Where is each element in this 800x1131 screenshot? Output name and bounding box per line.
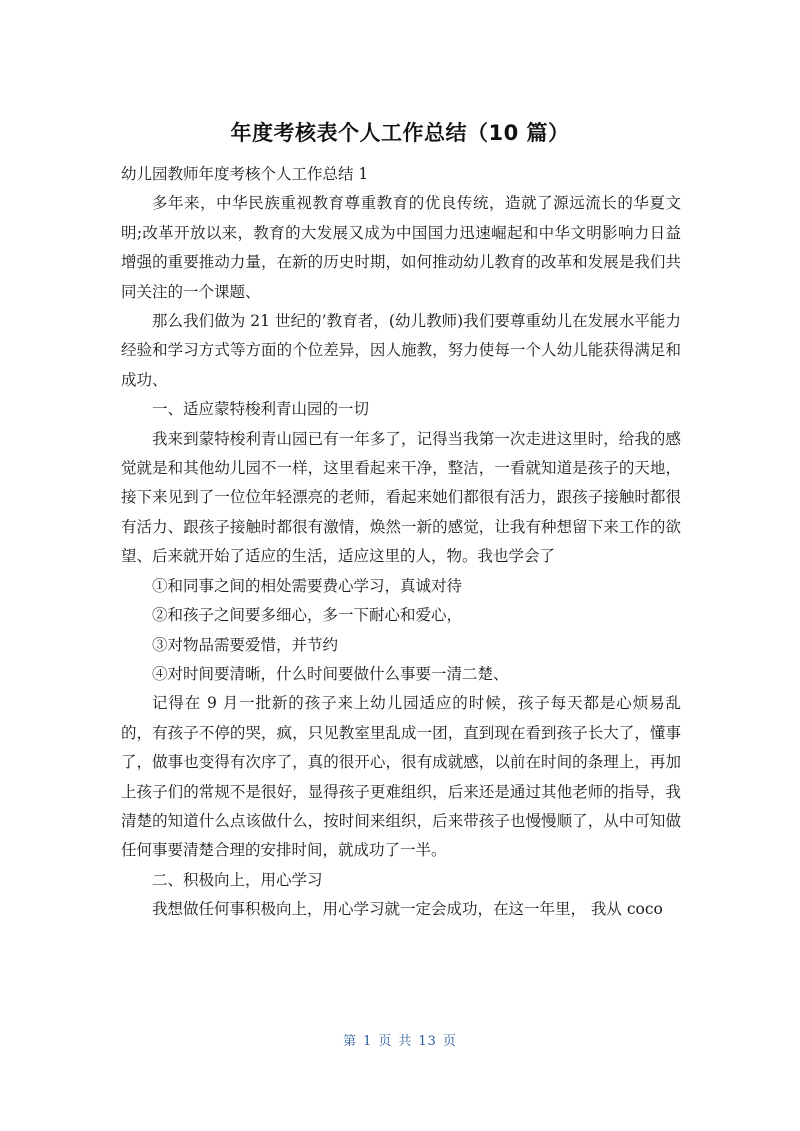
page-footer [0, 1030, 800, 1049]
footer-total-label: 共 [398, 1034, 413, 1049]
footer-total-unit: 页 [442, 1034, 457, 1049]
paragraph: 记得在 9 月一批新的孩子来上幼儿园适应的时候，孩子每天都是心烦易乱的，有孩子不停的哭，疯，只见教室里乱成一团，直到现在看到孩子长大了，懂事了，做事也变得有次序了，真的很开心，很有成就感，以前在时间的条理上，再加上孩子们的常规不是很好，显得孩子更难组织，后来还是通过其他老师的指导，我清楚的知道什么点该做什么，按时间来组织，后来带孩子也慢慢顺了，从中可知做任何事要清楚合理的安排时间，就成功了一半。 [121, 694, 681, 860]
paragraph: 二、积极向上，用心学习 [152, 870, 323, 889]
footer-page-label: 第 [343, 1034, 358, 1049]
footer-total-pages: 13 [418, 1034, 437, 1049]
document-title: 年度考核表个人工作总结（10 篇） [230, 121, 570, 145]
paragraph: ③对物品需要爱惜，并节约 [152, 635, 339, 654]
footer-page-unit: 页 [378, 1034, 393, 1049]
section-heading: 幼儿园教师年度考核个人工作总结 1 [121, 165, 369, 183]
paragraph: ②和孩子之间要多细心，多一下耐心和爱心， [152, 606, 463, 625]
paragraph: 那么我们做为 21 世纪的’教育者，(幼儿教师)我们要尊重幼儿在发展水平能力经验和学习方式等方面的个位差异，因人施教，努力使每一个人幼儿能获得满足和成功、 [121, 312, 681, 389]
paragraph: ①和同事之间的相处需要费心学习，真诚对待 [152, 576, 463, 595]
paragraph: ④对时间要清晰，什么时间要做什么事要一清二楚、 [152, 664, 509, 683]
footer-page-number: 1 [363, 1034, 373, 1049]
paragraph: 一、适应蒙特梭利青山园的一切 [152, 400, 370, 419]
paragraph: 我想做任何事积极向上，用心学习就一定会成功，在这一年里， 我从 coco [152, 900, 663, 919]
document-body [121, 160, 681, 925]
paragraph: 我来到蒙特梭利青山园已有一年多了，记得当我第一次走进这里时，给我的感觉就是和其他幼儿园不一样，这里看起来干净，整洁，一看就知道是孩子的天地，接下来见到了一位位年轻漂亮的老师，看起来她们都很有活力，跟孩子接触时都很有活力、跟孩子接触时都很有激情，焕然一新的感觉，让我有种想留下来工作的欲望、后来就开始了适应的生活，适应这里的人，物。我也学会了 [121, 429, 681, 566]
paragraph: 多年来，中华民族重视教育尊重教育的优良传统，造就了源远流长的华夏文明;改革开放以来，教育的大发展又成为中国国力迅速崛起和中华文明影响力日益增强的重要推动力量，在新的历史时期，如何推动幼儿教育的改革和发展是我们共同关注的一个课题、 [121, 194, 681, 301]
